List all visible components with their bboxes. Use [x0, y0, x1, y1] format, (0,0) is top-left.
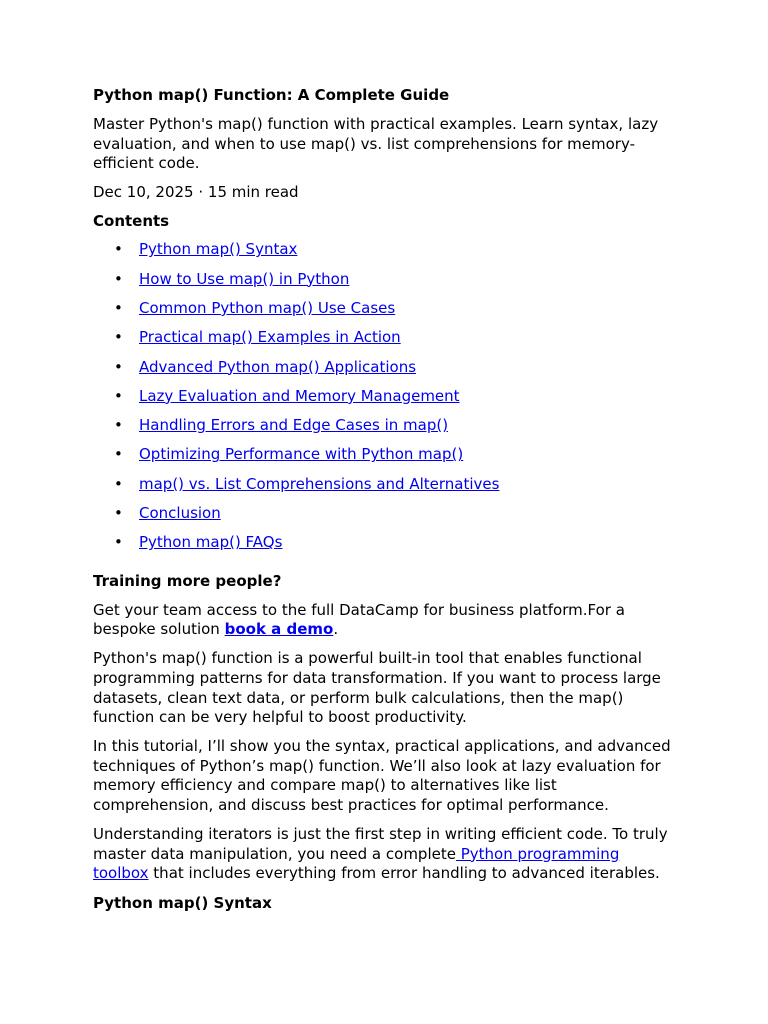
bullet-icon: •: [114, 504, 123, 523]
toc-item: [93, 270, 673, 299]
toc-item: [93, 475, 673, 504]
para3-text-before: Understanding iterators is just the first step in writing efficient code. To truly master data manipulation, you need a complete: [93, 825, 668, 863]
toc-item: [93, 299, 673, 328]
toc-item: [93, 533, 673, 562]
toc-link[interactable]: Handling Errors and Edge Cases in map(): [139, 416, 449, 435]
contents-heading: Contents: [93, 212, 170, 231]
toc-link[interactable]: How to Use map() in Python: [139, 269, 350, 288]
toc-item: [93, 328, 673, 357]
toc-link[interactable]: Python map() Syntax: [139, 240, 298, 259]
table-of-contents: [93, 240, 673, 562]
toc-item: [93, 387, 673, 416]
promo-heading: Training more people?: [93, 571, 282, 590]
toc-link[interactable]: Optimizing Performance with Python map(): [139, 445, 464, 464]
bullet-icon: •: [114, 328, 123, 347]
toc-link[interactable]: Python map() FAQs: [139, 533, 283, 552]
bullet-icon: •: [114, 386, 123, 405]
python-toolbox-link[interactable]: Python programming toolbox: [93, 844, 620, 883]
intro-paragraph-3: [93, 825, 673, 884]
page-title: Python map() Function: A Complete Guide: [93, 86, 450, 104]
section-heading-syntax: Python map() Syntax: [93, 894, 272, 913]
toc-link[interactable]: Advanced Python map() Applications: [139, 357, 417, 376]
book-demo-link[interactable]: book a demo: [224, 620, 334, 639]
intro-paragraph-1: Python's map() function is a powerful built-in tool that enables functional programming patterns for data transformation. If you want to process large datasets, clean text data, or perform bulk calculations, then the map() function can be very helpful to boost productivity.: [93, 649, 661, 727]
toc-item: [93, 416, 673, 445]
para3-text-after: that includes everything from error handling to advanced iterables.: [148, 864, 660, 883]
bullet-icon: •: [114, 240, 123, 259]
promo-text: [93, 601, 673, 640]
bullet-icon: •: [114, 357, 123, 376]
bullet-icon: •: [114, 298, 123, 317]
article-meta: Dec 10, 2025 · 15 min read: [93, 182, 299, 201]
toc-item: [93, 504, 673, 533]
toc-link[interactable]: Practical map() Examples in Action: [139, 328, 401, 347]
promo-text-after: .: [333, 620, 339, 639]
bullet-icon: •: [114, 474, 123, 493]
bullet-icon: •: [114, 533, 123, 552]
toc-item: [93, 240, 673, 269]
toc-link[interactable]: map() vs. List Comprehensions and Alternatives: [139, 474, 500, 493]
toc-item: [93, 358, 673, 387]
bullet-icon: •: [114, 416, 123, 435]
article-subtitle: Master Python's map() function with practical examples. Learn syntax, lazy evaluation, and when to use map() vs. list comprehensions for memory-efficient code.: [93, 115, 659, 173]
bullet-icon: •: [114, 445, 123, 464]
article: [93, 85, 673, 914]
toc-link[interactable]: Lazy Evaluation and Memory Management: [139, 386, 460, 405]
toc-item: [93, 445, 673, 474]
toc-link[interactable]: Conclusion: [139, 504, 221, 523]
promo-text-before: Get your team access to the full DataCamp for business platform.For a bespoke solution: [93, 600, 625, 639]
bullet-icon: •: [114, 269, 123, 288]
intro-paragraph-2: In this tutorial, I’ll show you the syntax, practical applications, and advanced techniques of Python’s map() function. We’ll also look at lazy evaluation for memory efficiency and compare map() to alternatives like list comprehension, and discuss best practices for optimal performance.: [93, 737, 671, 814]
toc-link[interactable]: Common Python map() Use Cases: [139, 298, 396, 317]
